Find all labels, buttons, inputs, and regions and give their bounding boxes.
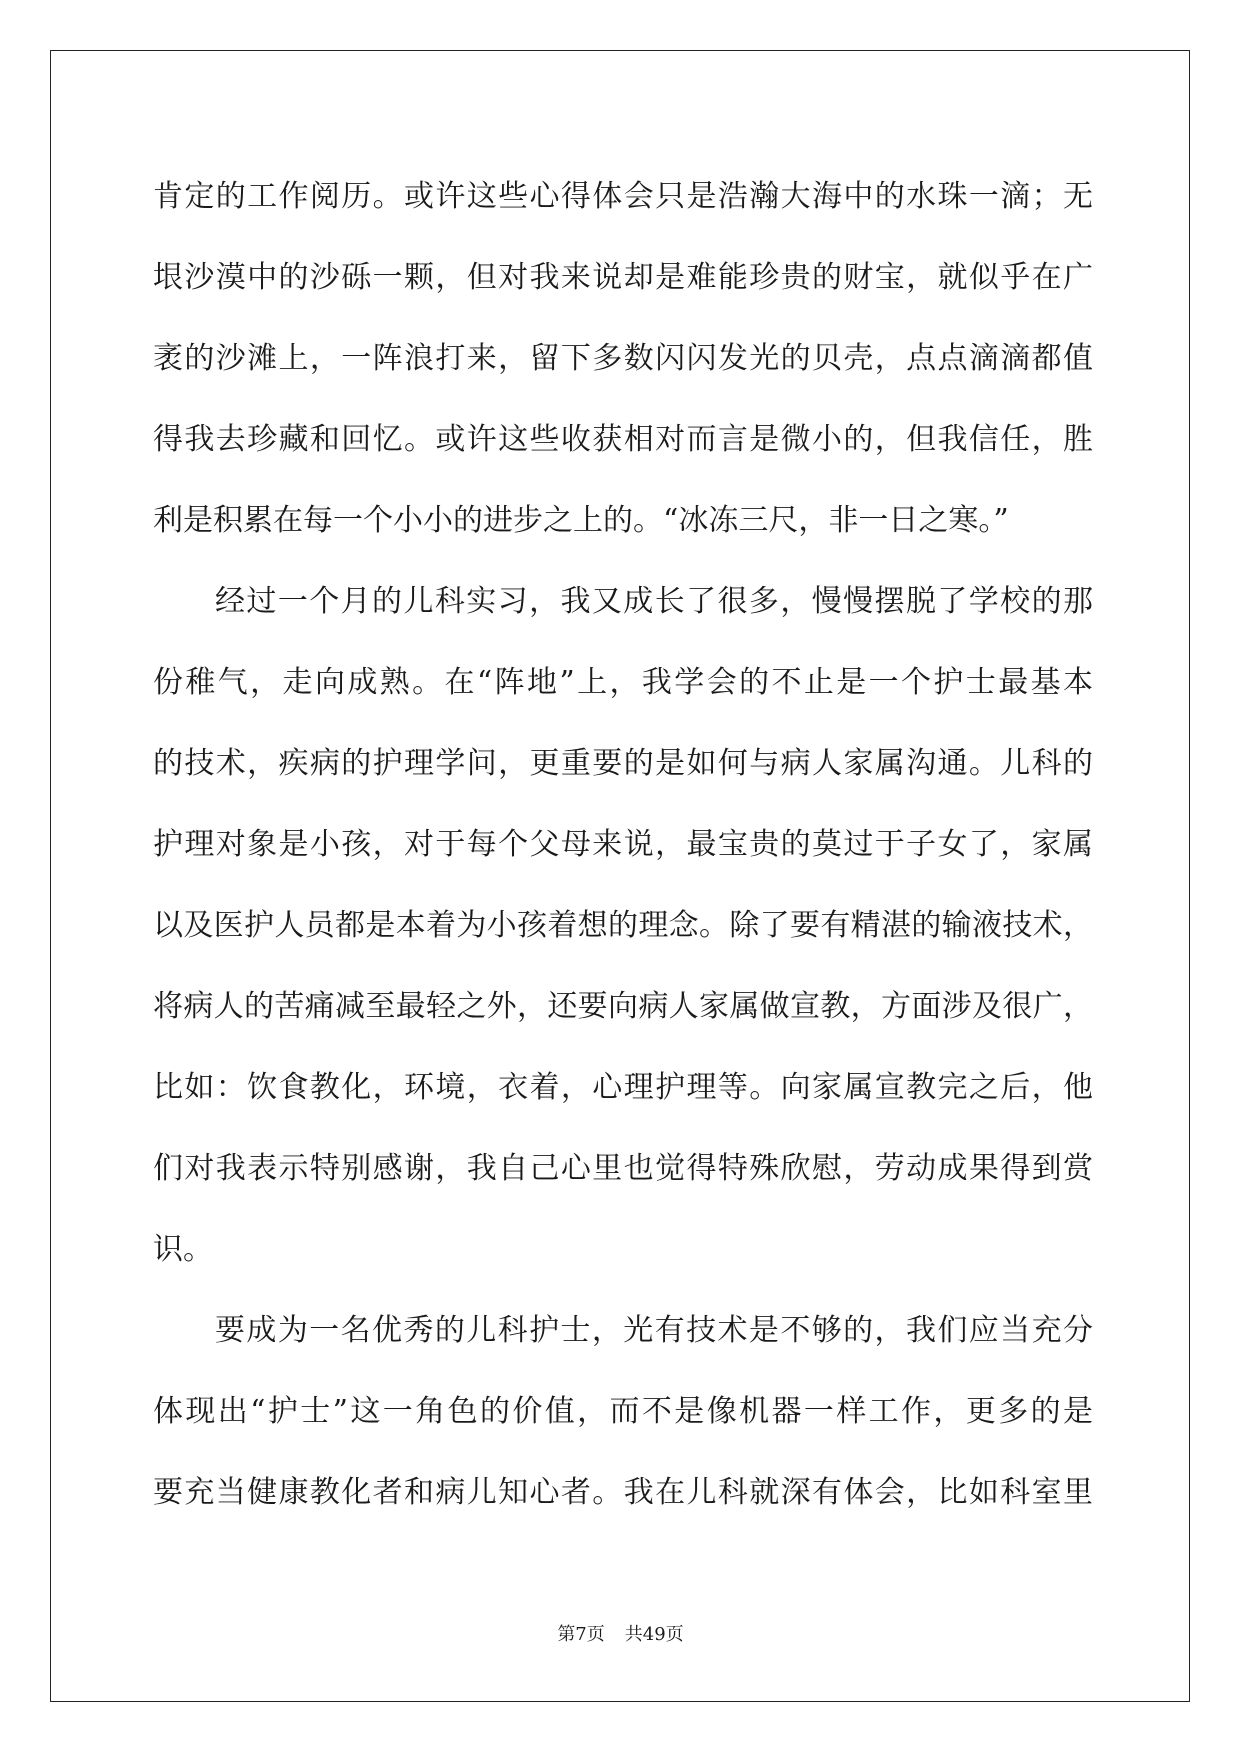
text-line: 利是积累在每一个小小的进步之上的。“冰冻三尺，非一日之寒。” xyxy=(153,503,1009,538)
text-line: 得我去珍藏和回忆。或许这些收获相对而言是微小的，但我信任，胜 xyxy=(153,422,1093,457)
page-total: 共49页 xyxy=(624,1624,684,1645)
text-line: 要成为一名优秀的儿科护士，光有技术是不够的，我们应当充分 xyxy=(215,1313,1093,1348)
text-line: 体现出“护士”这一角色的价值，而不是像机器一样工作，更多的是 xyxy=(153,1394,1093,1429)
text-line: 经过一个月的儿科实习，我又成长了很多，慢慢摆脱了学校的那 xyxy=(215,584,1093,619)
text-line: 将病人的苦痛减至最轻之外，还要向病人家属做宣教，方面涉及很广， xyxy=(153,989,1093,1024)
text-line: 以及医护人员都是本着为小孩着想的理念。除了要有精湛的输液技术， xyxy=(153,908,1093,943)
page-footer xyxy=(0,1620,1241,1646)
text-line: 份稚气，走向成熟。在“阵地”上，我学会的不止是一个护士最基本 xyxy=(153,665,1093,700)
text-line: 的技术，疾病的护理学问，更重要的是如何与病人家属沟通。儿科的 xyxy=(153,746,1093,781)
text-line: 比如：饮食教化，环境，衣着，心理护理等。向家属宣教完之后，他 xyxy=(153,1070,1093,1105)
text-line: 肯定的工作阅历。或许这些心得体会只是浩瀚大海中的水珠一滴；无 xyxy=(153,179,1093,214)
text-line: 要充当健康教化者和病儿知心者。我在儿科就深有体会，比如科室里 xyxy=(153,1475,1093,1510)
text-line: 护理对象是小孩，对于每个父母来说，最宝贵的莫过于子女了，家属 xyxy=(153,827,1093,862)
text-line: 识。 xyxy=(153,1232,213,1267)
text-line: 袤的沙滩上，一阵浪打来，留下多数闪闪发光的贝壳，点点滴滴都值 xyxy=(153,341,1093,376)
document-body xyxy=(153,163,1093,1540)
text-line: 垠沙漠中的沙砾一颗，但对我来说却是难能珍贵的财宝，就似乎在广 xyxy=(153,260,1093,295)
text-line: 们对我表示特别感谢，我自己心里也觉得特殊欣慰，劳动成果得到赏 xyxy=(153,1151,1093,1186)
page-number: 第7页 xyxy=(557,1624,605,1645)
